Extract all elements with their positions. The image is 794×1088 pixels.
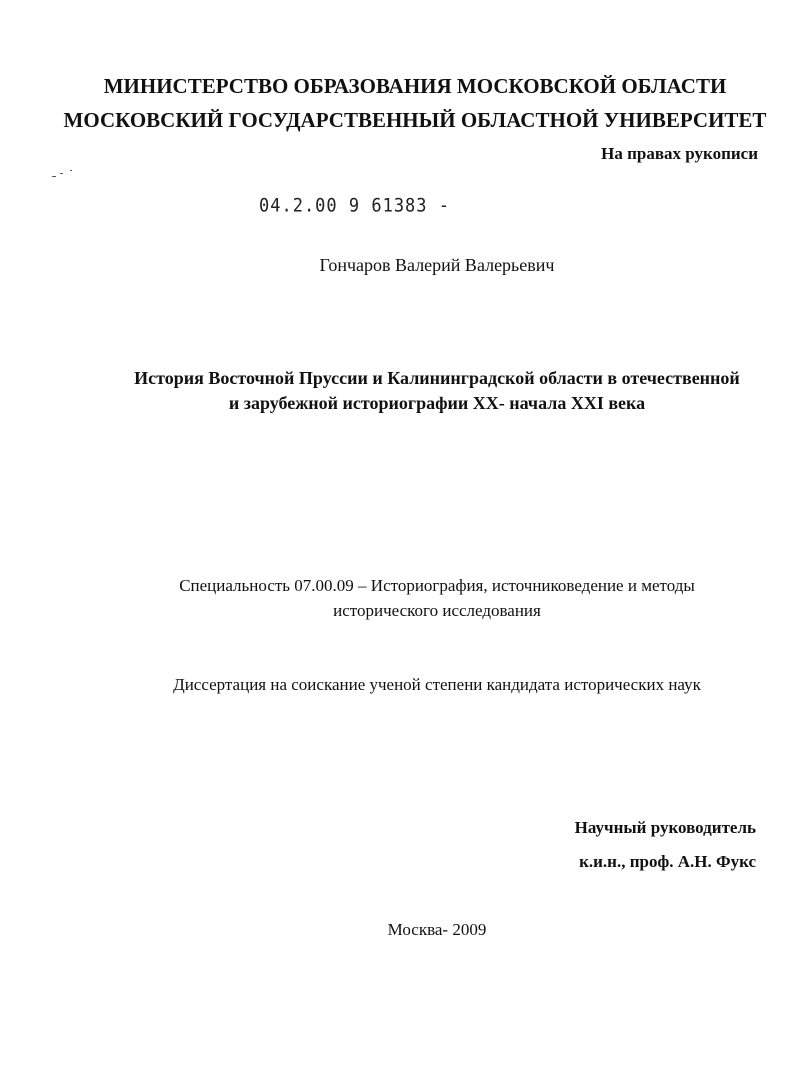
ministry-heading: МИНИСТЕРСТВО ОБРАЗОВАНИЯ МОСКОВСКОЙ ОБЛАСТИ [103,74,727,98]
scan-speck [70,170,72,171]
specialty-line-1: Специальность 07.00.09 – Историография, источниковедение и методы [179,576,695,595]
dissertation-title-line-2: и зарубежной историографии XX- начала XXI века [228,393,646,413]
supervisor-label: Научный руководитель [574,818,756,837]
supervisor-name: к.и.н., проф. А.Н. Фукс [579,852,756,871]
manuscript-rights-note: На правах рукописи [601,144,758,163]
place-and-year: Москва- 2009 [387,920,487,939]
scan-speck [60,173,63,174]
dissertation-degree-note: Диссертация на соискание ученой степени кандидата исторических наук [173,675,701,694]
university-heading: МОСКОВСКИЙ ГОСУДАРСТВЕННЫЙ ОБЛАСТНОЙ УНИВЕРСИТЕТ [63,108,767,132]
specialty-line-2: исторического исследования [333,601,541,620]
registration-stamp: 04.2.00 9 61383 - [259,194,450,218]
dissertation-title-line-1: История Восточной Пруссии и Калининградской области в отечественной [134,368,740,388]
author-name: Гончаров Валерий Валерьевич [319,255,555,275]
scan-speck [52,176,56,177]
